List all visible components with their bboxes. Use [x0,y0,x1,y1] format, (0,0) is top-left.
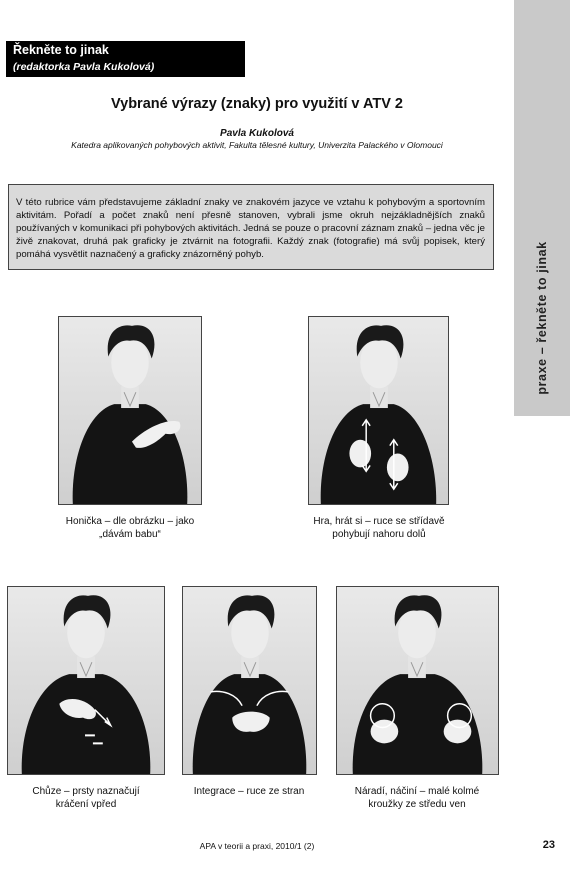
sign-photo-chuze [7,586,165,775]
sign-caption-line: Náradí, náčiní – malé kolmé [354,786,480,797]
sign-photo-honicka [58,316,202,505]
sign-caption-line: pohybují nahoru dolů [332,529,426,540]
page-number: 23 [542,839,555,851]
sign-caption-honicka [30,515,230,541]
section-title: Řekněte to jinak [13,43,109,57]
sign-caption-line: kroužky ze středu ven [368,799,466,810]
sign-caption-hra [279,515,479,541]
sign-photo-naradi [336,586,499,775]
section-editor: (redaktorka Pavla Kukolová) [13,61,155,73]
side-tab-label: praxe – řekněte to jinak [535,241,549,395]
intro-box: V této rubrice vám představujeme základní znaky ve znakovém jazyce ve vztahu k pohybovým a sportovním aktivitám. Pořadí a počet znaků není přesně stanoven, vybrali jsme okruh nejzákladnějších znaků používaných v komunikaci při pohybových aktivitách. Jedná se pouze o pracovní záznam znaků – jedna věc je živě znakovat, druhá pak graficky je ztvárnit na fotografii. Každý znak (fotografie) má svůj popisek, který pomáhá vysvětlit naznačený a graficky znázorněný pohyb. [8,184,494,270]
sign-caption-naradi [317,785,517,811]
footer-journal: APA v teorii a praxi, 2010/1 (2) [199,841,315,851]
article-title: Vybrané výrazy (znaky) pro využití v ATV 2 [111,96,403,112]
article-author: Pavla Kukolová [220,128,294,139]
sign-photo-hra [308,316,449,505]
sign-caption-line: Integrace – ruce ze stran [193,786,305,797]
sign-photo-integrace [182,586,317,775]
sign-caption-line: Hra, hrát si – ruce se střídavě [313,516,445,527]
section-header [6,41,245,77]
sign-caption-line: Honička – dle obrázku – jako [65,516,195,527]
article-affiliation: Katedra aplikovaných pohybových aktivit, Fakulta tělesné kultury, Univerzita Palackého v Olomouci [71,140,443,150]
sign-caption-line: Chůze – prsty naznačují [32,786,140,797]
sign-caption-line: „dávám babu“ [99,529,161,540]
sign-caption-line: kráčení vpřed [55,799,117,810]
